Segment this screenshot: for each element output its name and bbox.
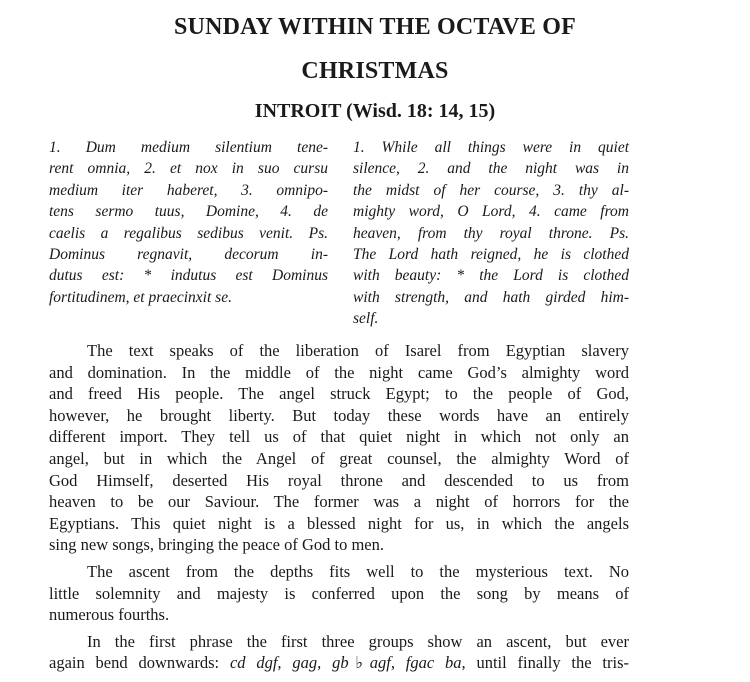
page-title-line-1: SUNDAY WITHIN THE OCTAVE OF — [174, 14, 576, 40]
english-line: with beauty: * the Lord is clothed — [353, 267, 629, 285]
paragraph-3-line — [49, 652, 629, 674]
paragraph-1-line: different import. They tell us of that quiet night in which not only an — [49, 427, 629, 447]
english-line: the midst of her course, 3. thy al- — [353, 181, 629, 199]
latin-line: caelis a regalibus sedibus venit. Ps. — [49, 224, 328, 242]
paragraph-1-line: and freed His people. The angel struck Egypt; to the people of God, — [49, 384, 629, 404]
paragraph-1-line: angel, but in which the Angel of great counsel, the almighty Word of — [49, 448, 629, 468]
paragraph-3-line: In the first phrase the first three groups show an ascent, but ever — [87, 631, 629, 651]
english-line: self. — [353, 310, 379, 328]
page-title-line-2: CHRISTMAS — [301, 58, 449, 84]
english-line: mighty word, O Lord, 4. came from — [353, 203, 629, 221]
paragraph-2-line: little solemnity and majesty is conferred upon the song by means of — [49, 583, 629, 603]
melodic-groups: cd dgf, gag, gb♭agf, fgac ba, — [229, 653, 466, 673]
paragraph-2-line: numerous fourths. — [49, 605, 170, 625]
latin-line: Dominus regnavit, decorum in- — [49, 246, 328, 264]
latin-line: fortitudinem, et praecinxit se. — [49, 288, 232, 306]
latin-line: 1. Dum medium silentium tene- — [49, 139, 328, 156]
latin-line: medium iter haberet, 3. omnipo- — [49, 181, 328, 199]
english-line: silence, 2. and the night was in — [353, 160, 629, 178]
latin-line: rent omnia, 2. et nox in suo cursu — [49, 160, 328, 178]
latin-text-column — [49, 137, 328, 308]
paragraph-3-prefix: again bend downwards: — [49, 653, 230, 673]
paragraph-3-suffix: until finally the tris- — [465, 653, 629, 673]
paragraph-1-line: heaven to be our Saviour. The former was a night of horrors for the — [49, 492, 629, 512]
paragraph-1-line: God Himself, deserted His royal throne and descended to us from — [49, 470, 629, 490]
latin-line: dutus est: * indutus est Dominus — [49, 267, 328, 285]
paragraph-1-line: Egyptians. This quiet night is a blessed night for us, in which the angels — [49, 513, 629, 533]
paragraph-1-line: and domination. In the middle of the night came God’s almighty word — [49, 362, 629, 382]
latin-line: tens sermo tuus, Domine, 4. de — [49, 203, 328, 221]
paragraph-1-line: however, he brought liberty. But today these words have an entirely — [49, 405, 629, 425]
paragraph-2-line: The ascent from the depths fits well to the mysterious text. No — [87, 561, 629, 581]
introit-heading: INTROIT (Wisd. 18: 14, 15) — [254, 100, 496, 122]
commentary-body — [49, 340, 629, 674]
english-line: The Lord hath reigned, he is clothed — [353, 246, 629, 264]
english-line: heaven, from thy royal throne. Ps. — [353, 224, 629, 242]
english-line: with strength, and hath girded him- — [353, 288, 629, 306]
paragraph-1-line: The text speaks of the liberation of Isarel from Egyptian slavery — [87, 341, 629, 360]
english-translation-column — [353, 137, 629, 330]
paragraph-1-line: sing new songs, bringing the peace of God to men. — [49, 535, 384, 555]
english-line: 1. While all things were in quiet — [353, 139, 629, 156]
